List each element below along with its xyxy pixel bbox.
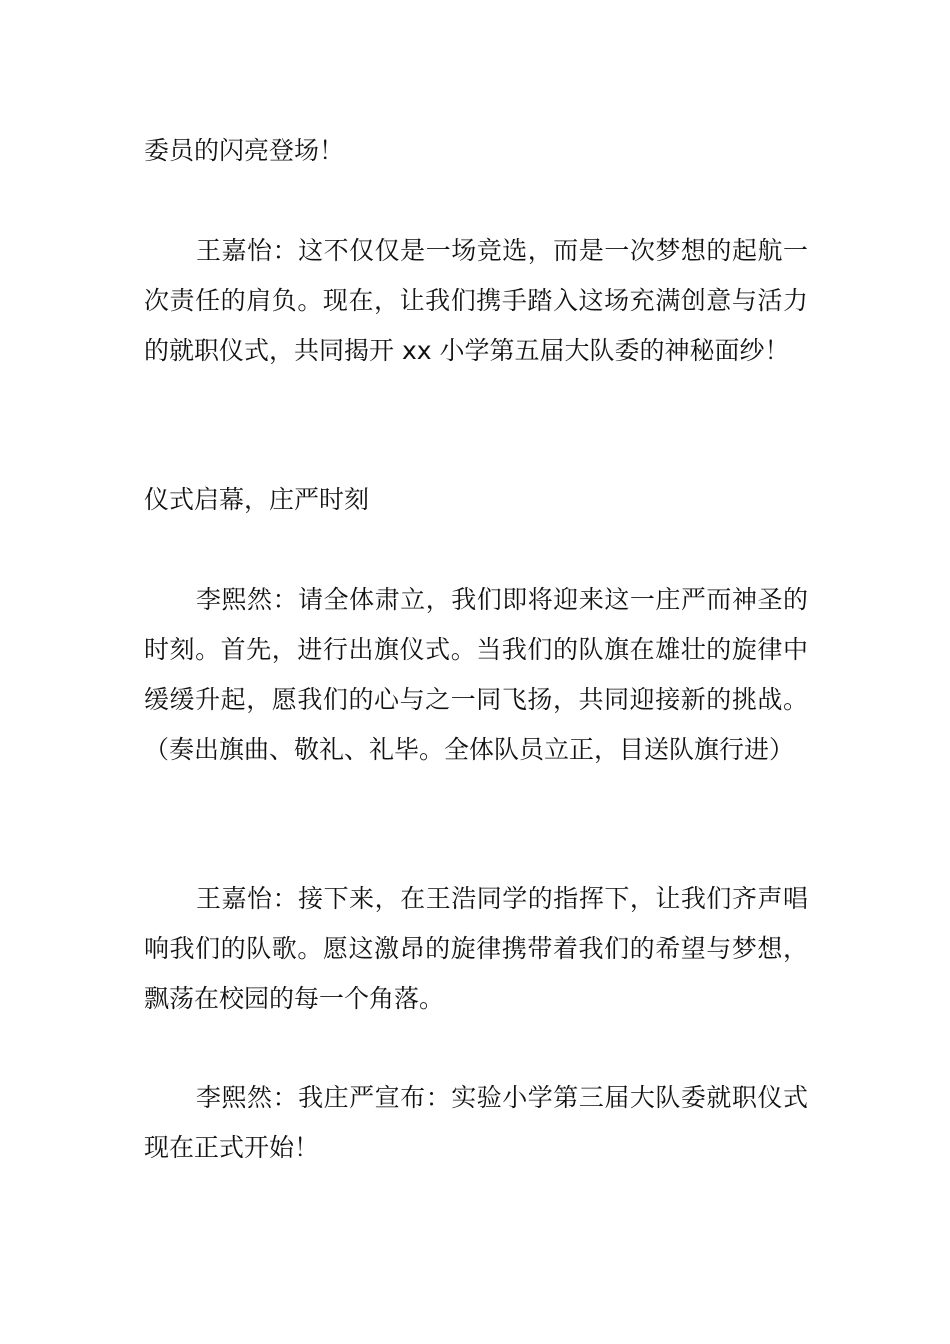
paragraph-committee-debut: 委员的闪亮登场！ [144, 136, 345, 165]
paragraph-li-xiran-announcement: 李熙然：我庄严宣布：实验小学第三届大队委就职仪式现在正式开始！ [144, 1083, 808, 1162]
section-heading-ceremony-start: 仪式启幕，庄严时刻 [144, 485, 370, 514]
paragraph-wang-jiayi-team-song: 王嘉怡：接下来，在王浩同学的指挥下，让我们齐声唱响我们的队歌。愿这激昂的旋律携带着我们的希望与梦想，飘荡在校园的每一个角落。 [144, 884, 808, 1013]
paragraph-wang-jiayi-opening: 王嘉怡：这不仅仅是一场竞选，而是一次梦想的起航一次责任的肩负。现在，让我们携手踏入这场充满创意与活力的就职仪式，共同揭开 xx 小学第五届大队委的神秘面纱！ [144, 236, 808, 365]
paragraph-li-xiran-flag-ceremony: 李熙然：请全体肃立，我们即将迎来这一庄严而神圣的时刻。首先，进行出旗仪式。当我们的队旗在雄壮的旋律中缓缓升起，愿我们的心与之一同飞扬，共同迎接新的挑战。（奏出旗曲、敬礼、礼毕。全体队员立正，目送队旗行进） [144, 585, 808, 764]
